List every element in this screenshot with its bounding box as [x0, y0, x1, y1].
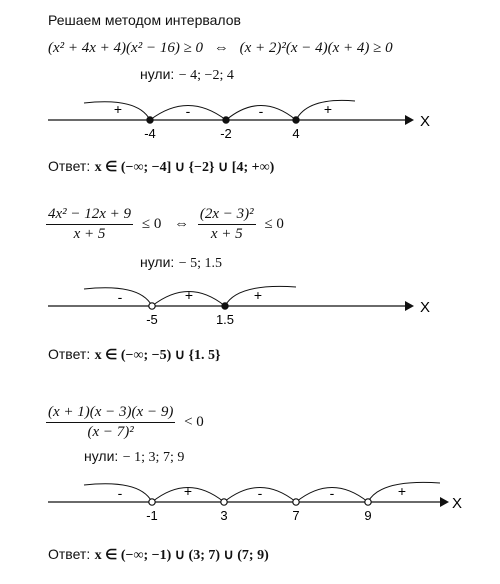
- open-point: [293, 499, 299, 505]
- interval-sign: +: [253, 287, 263, 303]
- problem-1-zeros-label: нули:: [140, 66, 175, 82]
- fraction-denominator: x + 5: [73, 226, 106, 242]
- answer-label: Ответ:: [48, 346, 91, 362]
- axis-letter: X: [452, 495, 463, 512]
- problem-2-inequality: [46, 205, 288, 244]
- interval-sign: +: [184, 287, 194, 303]
- point-label: 3: [220, 508, 228, 523]
- interval-sign: -: [257, 485, 263, 501]
- problem-2-zeros-value: − 5; 1.5: [178, 256, 223, 271]
- interval-sign: +: [323, 101, 333, 117]
- relation: ≤ 0: [264, 216, 284, 232]
- problem-3-answer: [48, 546, 269, 564]
- filled-point: [293, 117, 299, 123]
- open-point: [365, 499, 371, 505]
- problem-1-inequality-right: (x + 2)²(x − 4)(x + 4) ≥ 0: [239, 40, 393, 56]
- point-label: 1.5: [215, 312, 235, 327]
- problem-3-zeros: [84, 448, 184, 466]
- problem-1-zeros: [140, 66, 234, 84]
- point-label: -4: [144, 126, 156, 141]
- interval-sign: +: [397, 483, 407, 499]
- filled-point: [222, 303, 228, 309]
- point-label: 7: [292, 508, 300, 523]
- fraction-numerator: (2x − 3)²: [198, 205, 256, 225]
- filled-point: [223, 117, 229, 123]
- problem-2-fraction-2: [198, 205, 256, 244]
- problem-2-zeros-label: нули:: [140, 254, 175, 270]
- point-label: 9: [364, 508, 372, 523]
- problem-2-answer: [48, 346, 221, 364]
- problem-2-zeros: [140, 254, 222, 272]
- problem-3-zeros-label: нули:: [84, 448, 119, 464]
- problem-1-inequality-left: (x² + 4x + 4)(x² − 16) ≥ 0: [48, 40, 204, 56]
- interval-sign: +: [183, 483, 193, 499]
- axis-arrow-icon: [440, 497, 449, 507]
- point-label: -1: [146, 508, 158, 523]
- point-label: -2: [220, 126, 232, 141]
- problem-3-zeros-value: − 1; 3; 7; 9: [122, 450, 185, 465]
- interval-sign: -: [329, 485, 335, 501]
- axis-arrow-icon: [405, 115, 414, 125]
- problem-1-implies: ⇔: [213, 40, 229, 56]
- interval-sign: +: [113, 101, 123, 117]
- fraction-denominator: (x − 7)²: [87, 424, 134, 440]
- point-label: 4: [292, 126, 300, 141]
- interval-sign: -: [185, 103, 191, 119]
- answer-label: Ответ:: [48, 546, 91, 562]
- axis-letter: X: [420, 299, 431, 316]
- problem-3-fraction: [46, 403, 175, 442]
- problem-1-answer: [48, 158, 274, 176]
- problem-1-zeros-value: − 4; −2; 4: [178, 68, 234, 83]
- answer-value: x ∈ (−∞; −4] ∪ {−2} ∪ [4; +∞): [94, 160, 275, 175]
- interval-sign: -: [258, 103, 264, 119]
- problem-2-fraction-1: [46, 205, 133, 244]
- fraction-numerator: (x + 1)(x − 3)(x − 9): [46, 403, 175, 423]
- point-label: -5: [146, 312, 158, 327]
- axis-arrow-icon: [405, 301, 414, 311]
- answer-label: Ответ:: [48, 158, 91, 174]
- open-point: [149, 499, 155, 505]
- interval-sign: -: [117, 485, 123, 501]
- problem-1-number-line: [0, 96, 500, 146]
- fraction-numerator: 4x² − 12x + 9: [46, 205, 133, 225]
- interval-sign: -: [117, 289, 123, 305]
- problem-1-inequality: [48, 38, 393, 57]
- axis-letter: X: [420, 113, 431, 130]
- answer-value: x ∈ (−∞; −1) ∪ (3; 7) ∪ (7; 9): [94, 548, 269, 563]
- fraction-denominator: x + 5: [210, 226, 243, 242]
- page-heading: Решаем методом интервалов: [48, 12, 241, 28]
- answer-value: x ∈ (−∞; −5) ∪ {1. 5}: [94, 348, 221, 363]
- open-point: [221, 499, 227, 505]
- problem-2-number-line: [0, 282, 500, 332]
- relation: ≤ 0: [141, 216, 162, 232]
- problem-3-number-line: [0, 478, 500, 528]
- relation: < 0: [184, 414, 204, 430]
- implies: ⇔: [174, 216, 190, 232]
- filled-point: [147, 117, 153, 123]
- open-point: [149, 303, 155, 309]
- problem-3-inequality: [46, 403, 208, 442]
